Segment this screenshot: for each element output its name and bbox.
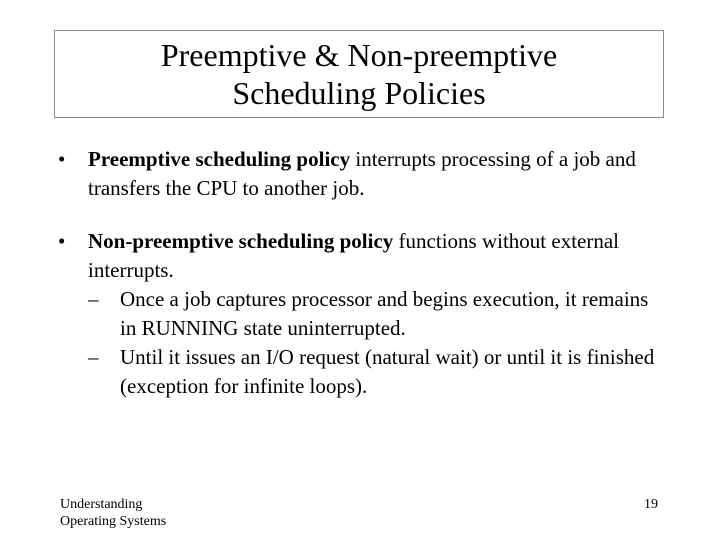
bullet-term: Preemptive scheduling policy xyxy=(88,147,351,171)
bullet-item xyxy=(58,145,658,203)
dash-icon: – xyxy=(88,345,99,369)
bullet-text: functions without external interrupts. xyxy=(88,229,619,282)
sub-bullet-text: Once a job captures processor and begins execution, it remains in RUNNING state uninterrupted. xyxy=(120,287,649,340)
slide-title xyxy=(161,36,557,112)
sub-bullet-list xyxy=(88,285,658,401)
title-line-1: Preemptive & Non-preemptive xyxy=(160,37,558,73)
bullet-icon: • xyxy=(58,229,66,253)
title-line-2: Scheduling Policies xyxy=(232,75,486,111)
footer-line-1: Understanding xyxy=(60,497,143,512)
sub-bullet-item xyxy=(88,285,658,343)
sub-bullet-item xyxy=(88,343,658,401)
sub-bullet-text: Until it issues an I/O request (natural wait) or until it is finished (exception for infinite loops). xyxy=(120,345,655,398)
bullet-list xyxy=(58,145,658,401)
footer-book-title xyxy=(60,496,166,530)
dash-icon: – xyxy=(88,287,99,311)
bullet-item xyxy=(58,227,658,401)
bullet-text: interrupts processing of a job and transfers the CPU to another job. xyxy=(88,147,636,200)
bullet-icon: • xyxy=(58,147,66,171)
bullet-term: Non-preemptive scheduling policy xyxy=(88,229,394,253)
title-box xyxy=(54,30,664,118)
footer-line-2: Operating Systems xyxy=(60,514,167,529)
page-number: 19 xyxy=(644,497,658,512)
